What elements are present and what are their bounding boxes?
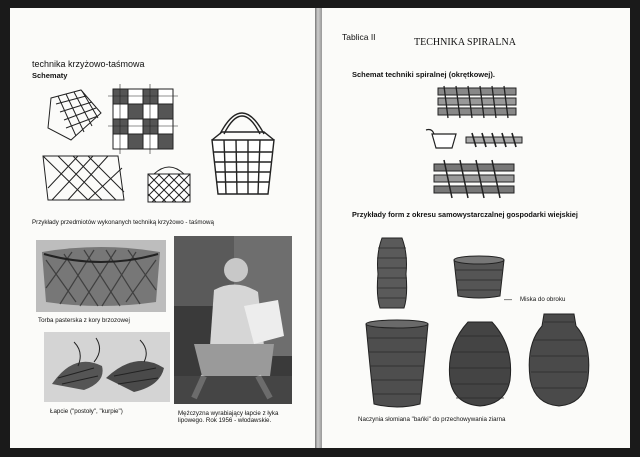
plait-schema-wide	[38, 148, 128, 208]
tall-straw-vessel	[370, 234, 414, 312]
basket-drawing	[202, 94, 284, 204]
caption-vessels: Naczynia słomiana "bańki" do przechowywania ziarna	[358, 416, 506, 423]
man-making-slippers-photo	[174, 236, 292, 404]
coil-spiral-diagram	[464, 130, 526, 150]
round-straw-vessel	[444, 316, 516, 410]
book-gutter	[315, 8, 322, 448]
forms-heading: Przykłady form z okresu samowystarczalnej gospodarki wiejskiej	[352, 210, 578, 219]
caption-man-line2: lipowego. Rok 1956 - włodawskie.	[178, 417, 272, 424]
straw-feed-bowl	[448, 252, 510, 302]
wide-straw-vessel	[362, 318, 432, 410]
small-bag-drawing	[144, 160, 194, 205]
plait-schema-diagonal	[46, 88, 106, 143]
plate-label: Tablica II	[342, 32, 376, 42]
caption-bag: Torba pasterska z kory brzozowej	[38, 317, 130, 324]
coil-schema-top	[434, 82, 522, 122]
caption-slippers: Łapcie ("postoły", "kurpie")	[50, 408, 123, 415]
coil-cup-diagram	[422, 126, 462, 152]
right-page	[322, 8, 630, 448]
birch-bark-bag-photo	[36, 240, 166, 312]
arrow-dash: —	[504, 295, 512, 304]
label-bowl: Miska do obroku	[520, 296, 566, 303]
section-title: technika krzyżowo-taśmowa	[32, 59, 145, 69]
left-page	[10, 8, 315, 448]
caption-examples: Przykłady przedmiotów wykonanych techniką krzyżowo - taśmową	[32, 219, 214, 226]
section-subtitle: Schematy	[32, 71, 68, 80]
plait-schema-checker	[108, 84, 178, 154]
caption-man-line1: Mężczyzna wyrabiający łapcie z łyka	[178, 410, 279, 417]
slippers-photo	[44, 332, 170, 402]
jar-straw-vessel	[526, 310, 592, 410]
page-title: TECHNIKA SPIRALNA	[414, 37, 516, 48]
schema-heading: Schemat techniki spiralnej (okrętkowej).	[352, 70, 495, 79]
coil-schema-bottom	[430, 158, 520, 202]
